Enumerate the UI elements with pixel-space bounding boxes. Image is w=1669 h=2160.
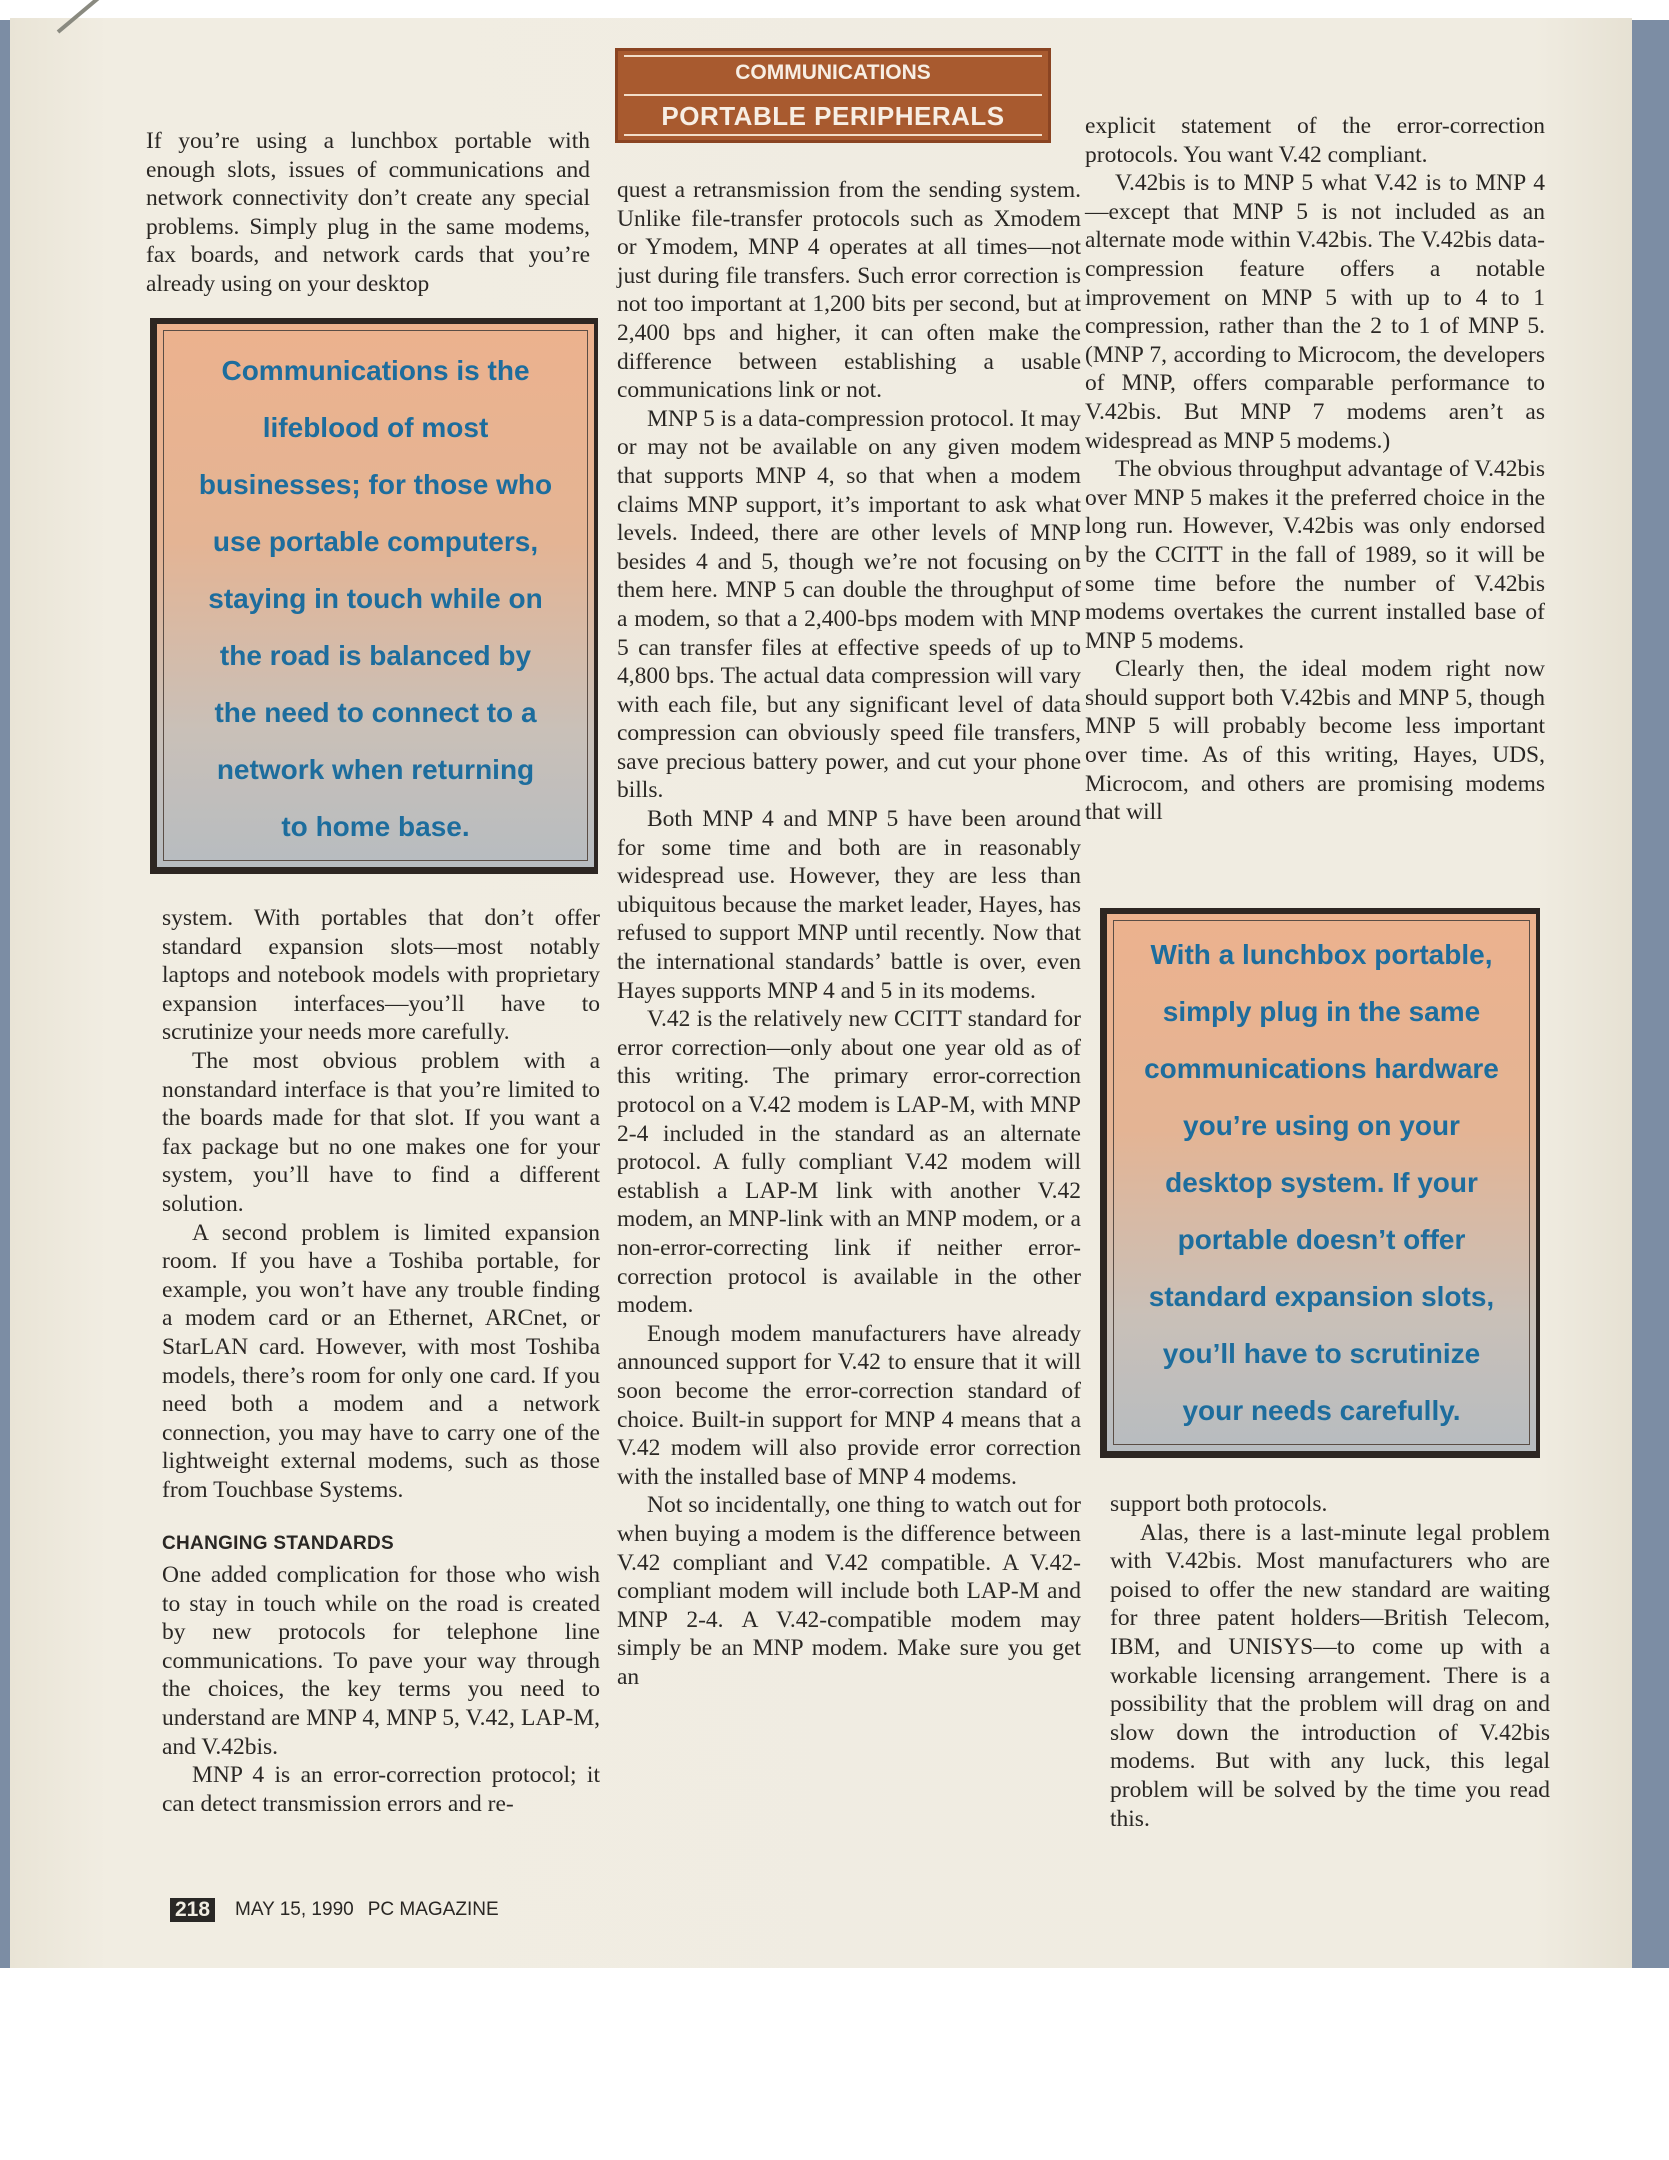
pull-quote-line: lifeblood of most [262, 412, 489, 443]
middle-column [617, 176, 1081, 1691]
pull-quote-1 [150, 318, 598, 874]
paragraph: quest a retransmission from the sending system. Unlike file-transfer protocols such as Xmodem or Ymodem, MNP 4 operates at all times—not just during file transfers. Such error correction is not too important at 1,200 bits per second, but at 2,400 bps and higher, it can often make the difference between establishing a usable communications link or not. [617, 177, 1081, 404]
pull-quote-line: With a lunchbox portable, [1150, 939, 1493, 970]
paragraph: The obvious throughput advantage of V.42bis over MNP 5 makes it the preferred choice in the long run. However, V.42bis was only endorsed by the CCITT in the fall of 1989, so it will be some time before the number of V.42bis modems overtakes the current installed base of MNP 5 modems. [1085, 456, 1545, 654]
paragraph: The most obvious problem with a nonstandard interface is that you’re limited to the boards made for that slot. If you want a fax package but no one makes one for your system, you’ll have to find a different solution. [162, 1047, 600, 1217]
header-rule [624, 94, 1042, 96]
pull-quote-line: network when returning [216, 754, 535, 785]
paragraph: Clearly then, the ideal modem right now should support both V.42bis and MNP 5, though MNP 5 will probably become less important over time. As of this writing, Hayes, UDS, Microcom, and others are promising modems that will [1085, 656, 1545, 826]
pull-quote-2 [1100, 908, 1540, 1458]
paragraph: system. With portables that don’t offer standard expansion slots—most notably laptops and notebook models with proprietary expansion interfaces—you’ll have to scrutinize your needs more carefully. [162, 905, 600, 1046]
left-column-body [162, 904, 600, 1818]
pull-quote-line: staying in touch while on [208, 583, 543, 614]
paragraph: V.42 is the relatively new CCITT standard for error correction—only about one year old as of this writing. The primary error-correction protocol on a V.42 modem is LAP-M, with MNP 2-4 included in the standard as an alternate protocol. A fully compliant V.42 modem will establish a LAP-M link with another V.42 modem, an MNP-link with an MNP modem, or a non-error-correcting link if neither error-correction protocol is available in the other modem. [617, 1006, 1081, 1319]
pull-quote-line: communications hardware [1144, 1053, 1499, 1084]
subheading: CHANGING STANDARDS [162, 1533, 394, 1555]
paragraph: A second problem is limited expansion room. If you have a Toshiba portable, for example, you won’t have any trouble finding a modem card or an Ethernet, ARCnet, or StarLAN card. However, with most Toshiba models, there’s room for only one card. If you need both a modem and a network connection, you may have to carry one of the lightweight external modems, such as those from Touchbase Systems. [162, 1219, 600, 1503]
pull-quote-line: Communications is the [221, 355, 530, 386]
paragraph: support both protocols. [1110, 1491, 1328, 1517]
paragraph: V.42bis is to MNP 5 what V.42 is to MNP 4—except that MNP 5 is not included as an alternate mode within V.42bis. The V.42bis data-compression feature offers a notable improvement on MNP 5 with up to 4 to 1 compression, rather than the 2 to 1 of MNP 5. (MNP 7, according to Microcom, the developers of MNP, offers comparable performance to V.42bis. But MNP 7 modems aren’t as widespread as MNP 5 modems.) [1085, 170, 1545, 454]
pull-quote-line: businesses; for those who [198, 469, 553, 500]
pull-quote-line: standard expansion slots, [1148, 1281, 1495, 1312]
paragraph: Alas, there is a last-minute legal problem with V.42bis. Most manufacturers who are poised to offer the new standard are waiting for three patent holders—British Telecom, IBM, and UNISYS—to come up with a workable licensing arrangement. There is a possibility that the problem will drag on and slow down the introduction of V.42bis modems. But with any luck, this legal problem will be solved by the time you read this. [1110, 1519, 1550, 1832]
pull-quote-text [157, 324, 594, 855]
paragraph: MNP 4 is an error-correction protocol; it can detect transmission errors and re- [162, 1762, 600, 1817]
pull-quote-text [1107, 914, 1536, 1439]
header-rule [624, 134, 1042, 136]
pull-quote-line: portable doesn’t offer [1177, 1224, 1466, 1255]
pull-quote-line: to home base. [281, 811, 470, 842]
paragraph: One added complication for those who wish to stay in touch while on the road is created by new protocols for telephone line communications. To pave your way through the choices, the key terms you need to understand are MNP 4, MNP 5, V.42, LAP-M, and V.42bis. [162, 1562, 600, 1760]
pull-quote-line: desktop system. If your [1165, 1167, 1478, 1198]
section-label: COMMUNICATIONS [735, 61, 931, 84]
pull-quote-line: your needs carefully. [1182, 1395, 1461, 1426]
paragraph: Both MNP 4 and MNP 5 have been around for some time and both are in reasonably widespread use. However, they are less than ubiquitous because the market leader, Hayes, has refused to support MNP until recently. Now that the international standards’ battle is over, even Hayes supports MNP 4 and 5 in its modems. [617, 806, 1081, 1004]
pull-quote-line: use portable computers, [212, 526, 539, 557]
pull-quote-line: the need to connect to a [214, 697, 537, 728]
page-number: 218 [170, 1898, 215, 1922]
paragraph: Not so incidentally, one thing to watch out for when buying a modem is the difference between V.42 compliant and V.42 compatible. A V.42-compliant modem will include both LAP-M and MNP 2-4. A V.42-compatible modem may simply be an MNP modem. Make sure you get an [617, 1492, 1081, 1690]
pull-quote-line: you’re using on your [1183, 1110, 1460, 1141]
left-column-intro [146, 127, 590, 299]
publication-name: PC MAGAZINE [367, 1899, 499, 1920]
paragraph: MNP 5 is a data-compression protocol. It may or may not be available on any given modem that supports MNP 4, so that when a modem claims MNP support, it’s important to ask what levels. Indeed, there are other levels of MNP besides 4 and 5, though we’re not focusing on them here. MNP 5 can double the throughput of a modem, so that a 2,400-bps modem with MNP 5 can transfer files at effective speeds of up to 4,800 bps. The actual data compression will vary with each file, but any significant level of data compression can obviously speed file transfers, save precious battery power, and cut your phone bills. [617, 405, 1081, 804]
right-column-top [1085, 112, 1545, 827]
pull-quote-line: you’ll have to scrutinize [1162, 1338, 1481, 1369]
issue-date: MAY 15, 1990 [235, 1899, 354, 1920]
pull-quote-line: simply plug in the same [1162, 996, 1481, 1027]
header-rule [624, 55, 1042, 57]
section-title: PORTABLE PERIPHERALS [661, 101, 1005, 131]
paragraph: If you’re using a lunchbox portable with enough slots, issues of communications and network connectivity don’t create any special problems. Simply plug in the same modems, fax boards, and network cards that you’re already using on your desktop [146, 128, 590, 297]
section-header [615, 48, 1051, 143]
pull-quote-line: the road is balanced by [219, 640, 532, 671]
page-footer [170, 1898, 499, 1922]
right-column-bottom [1110, 1490, 1550, 1833]
paragraph: Enough modem manufacturers have already announced support for V.42 to ensure that it will soon become the error-correction standard of choice. Built-in support for MNP 4 means that a V.42 modem will also provide error correction with the installed base of MNP 4 modems. [617, 1320, 1081, 1490]
paragraph: explicit statement of the error-correction protocols. You want V.42 compliant. [1085, 113, 1545, 168]
